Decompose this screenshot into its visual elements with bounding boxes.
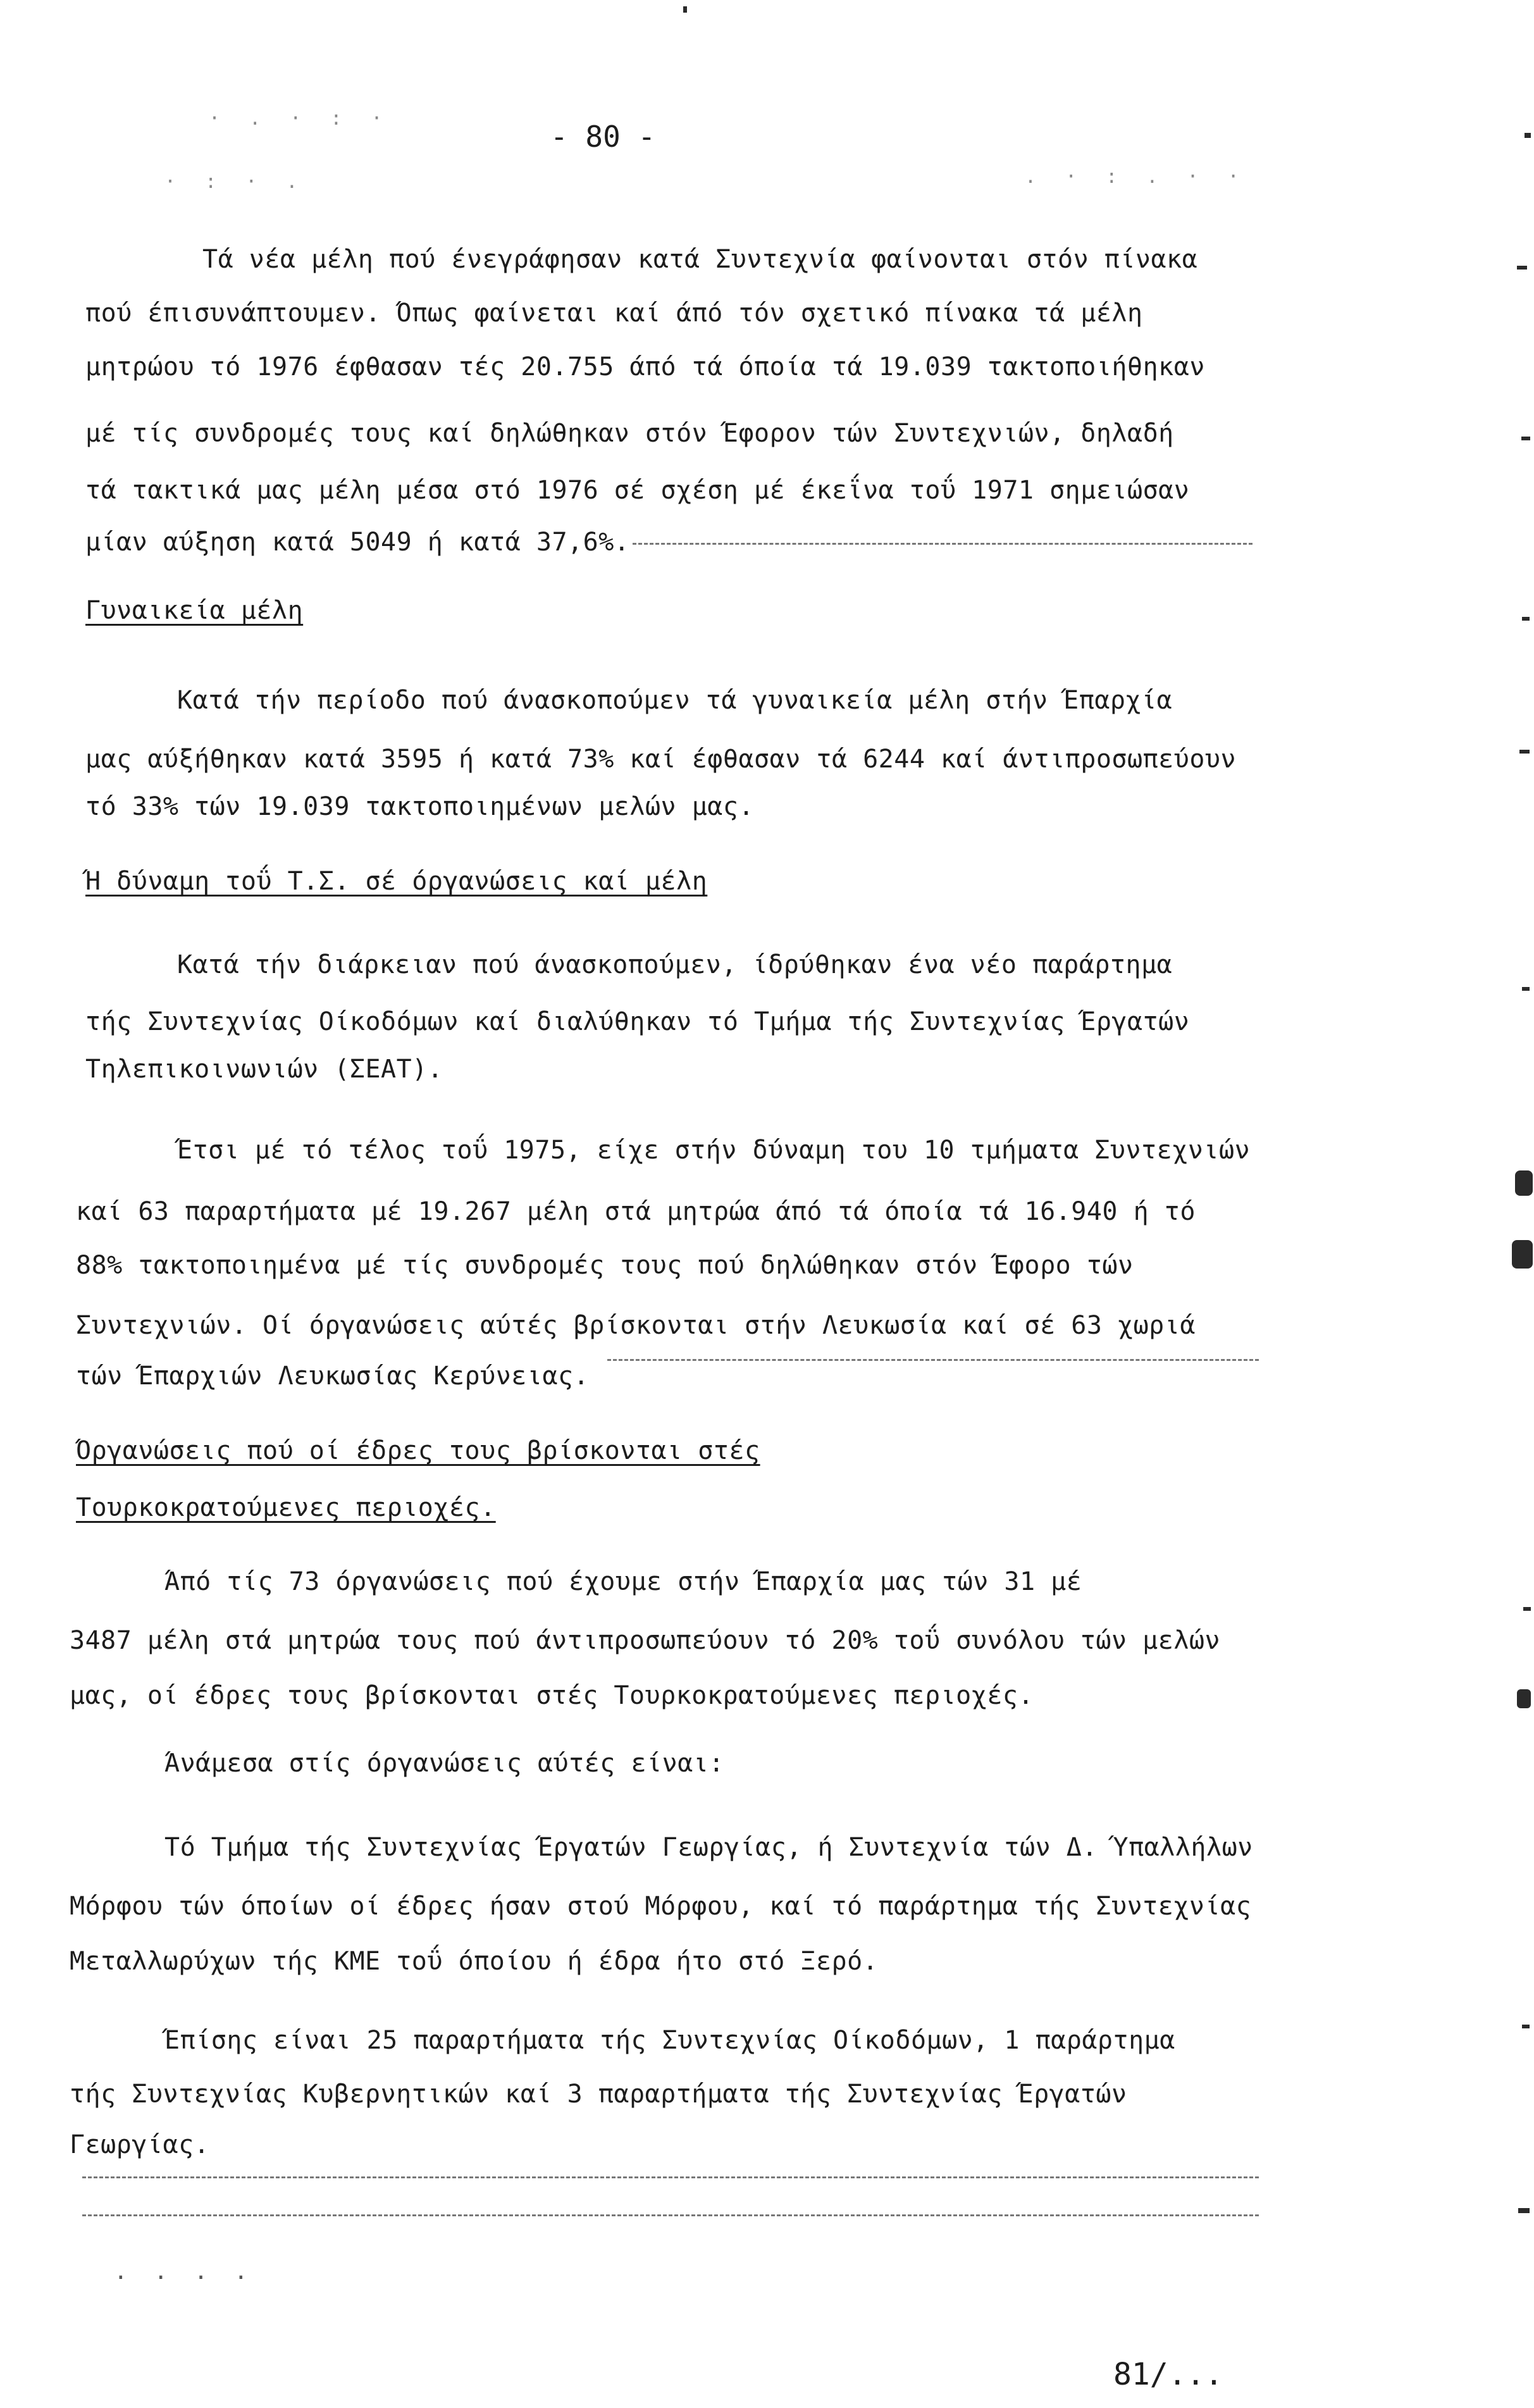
paragraph-4-line-5: τών Έπαρχιών Λευκωσίας Κερύνειας.: [76, 1362, 590, 1391]
paragraph-2-line-1: Κατά τήν περίοδο πού άνασκοπούμεν τά γυναικεία μέλη στήν Έπαρχία: [177, 686, 1173, 715]
paragraph-8-line-3: Γεωργίας.: [70, 2130, 210, 2159]
scan-mark: [1521, 437, 1530, 440]
dashed-rule: [633, 543, 1253, 545]
dashed-rule: [607, 1359, 1259, 1361]
scan-noise: · : · .: [164, 171, 307, 193]
paragraph-5-line-2: 3487 μέλη στά μητρώα τους πού άντιπροσωπεύουν τό 20% τοΰ συνόλου τών μελών: [70, 1626, 1221, 1655]
paragraph-7-line-2: Μόρφου τών όποίων οί έδρες ήσαν στού Μόρφου, καί τό παράρτημα τής Συντεχνίας: [70, 1892, 1252, 1921]
heading-union-strength: Ή δύναμη τοΰ Τ.Σ. σέ όργανώσεις καί μέλη: [85, 867, 708, 896]
paragraph-1-line-3: μητρώου τό 1976 έφθασαν τές 20.755 άπό τά όποία τά 19.039 τακτοποιήθηκαν: [85, 352, 1205, 382]
scan-mark: [1517, 1689, 1531, 1708]
paragraph-1-line-4: μέ τίς συνδρομές τους καί δηλώθηκαν στόν Έφορον τών Συντεχνιών, δηλαδή: [85, 419, 1174, 448]
scan-mark: [1522, 617, 1530, 621]
paragraph-4-line-3: 88% τακτοποιημένα μέ τίς συνδρομές τους πού δηλώθηκαν στόν Έφορο τών: [76, 1251, 1134, 1280]
paragraph-3-line-3: Τηλεπικοινωνιών (ΣΕΑΤ).: [85, 1055, 443, 1084]
paragraph-1-line-1: Τά νέα μέλη πού ένεγράφησαν κατά Συντεχνία φαίνονται στόν πίνακα: [202, 245, 1198, 274]
paragraph-1-line-6: μίαν αύξηση κατά 5049 ή κατά 37,6%.: [85, 528, 630, 557]
paragraph-7-line-3: Μεταλλωρύχων τής ΚΜΕ τοΰ όποίου ή έδρα ήτο στό Ξερό.: [70, 1947, 879, 1976]
scan-dots: . . . .: [114, 2259, 254, 2285]
paragraph-4-line-1: Έτσι μέ τό τέλος τοΰ 1975, είχε στήν δύναμη του 10 τμήματα Συντεχνιών: [177, 1136, 1251, 1165]
scan-mark: [1522, 987, 1530, 991]
paragraph-1-line-2: πού έπισυνάπτουμεν. Όπως φαίνεται καί άπό τόν σχετικό πίνακα τά μέλη: [85, 299, 1143, 328]
scan-noise: · . · : ·: [209, 108, 392, 130]
paragraph-1-line-5: τά τακτικά μας μέλη μέσα στό 1976 σέ σχέση μέ έκεΐνα τοΰ 1971 σημειώσαν: [85, 476, 1190, 505]
page-number: - 80 -: [550, 120, 656, 154]
scan-mark: [1523, 1607, 1531, 1611]
paragraph-6: Άνάμεσα στίς όργανώσεις αύτές είναι:: [164, 1749, 724, 1778]
scan-mark: [683, 6, 687, 13]
paragraph-3-line-1: Κατά τήν διάρκειαν πού άνασκοπούμεν, ίδρύθηκαν ένα νέο παράρτημα: [177, 950, 1173, 979]
dashed-rule: [82, 2214, 1259, 2216]
paragraph-3-line-2: τής Συντεχνίας Οίκοδόμων καί διαλύθηκαν τό Τμήμα τής Συντεχνίας Έργατών: [85, 1007, 1190, 1036]
paragraph-5-line-3: μας, οί έδρες τους βρίσκονται στές Τουρκοκρατούμενες περιοχές.: [70, 1681, 1034, 1710]
dashed-rule: [82, 2176, 1259, 2178]
scan-mark: [1519, 750, 1530, 754]
paragraph-4-line-4: Συντεχνιών. Οί όργανώσεις αύτές βρίσκονται στήν Λευκωσία καί σέ 63 χωριά: [76, 1311, 1196, 1340]
paragraph-2-line-2: μας αύξήθηκαν κατά 3595 ή κατά 73% καί έφθασαν τά 6244 καί άντιπροσωπεύουν: [85, 745, 1237, 774]
scan-mark: [1518, 2208, 1530, 2213]
paragraph-5-line-1: Άπό τίς 73 όργανώσεις πού έχουμε στήν Έπαρχία μας τών 31 μέ: [164, 1567, 1082, 1596]
continuation-marker: 81/...: [1113, 2357, 1223, 2392]
scan-noise: . · : . · ·: [1025, 166, 1248, 188]
heading-occupied-areas-1: Όργανώσεις πού οί έδρες τους βρίσκονται στές: [76, 1436, 760, 1465]
heading-women-members: Γυναικεία μέλη: [85, 596, 304, 625]
paragraph-8-line-1: Έπίσης είναι 25 παραρτήματα τής Συντεχνίας Οίκοδόμων, 1 παράρτημα: [164, 2026, 1175, 2055]
scan-mark: [1517, 266, 1527, 270]
scan-mark: [1512, 1240, 1533, 1269]
paragraph-7-line-1: Τό Τμήμα τής Συντεχνίας Έργατών Γεωργίας, ή Συντεχνία τών Δ. Ύπαλλήλων: [164, 1833, 1253, 1862]
heading-occupied-areas-2: Τουρκοκρατούμενες περιοχές.: [76, 1493, 496, 1522]
paragraph-8-line-2: τής Συντεχνίας Κυβερνητικών καί 3 παραρτήματα τής Συντεχνίας Έργατών: [70, 2080, 1127, 2109]
scan-mark: [1525, 133, 1531, 138]
scan-mark: [1515, 1170, 1533, 1196]
scan-mark: [1522, 2025, 1530, 2028]
paragraph-2-line-3: τό 33% τών 19.039 τακτοποιημένων μελών μας.: [85, 792, 755, 821]
paragraph-4-line-2: καί 63 παραρτήματα μέ 19.267 μέλη στά μητρώα άπό τά όποία τά 16.940 ή τό: [76, 1197, 1196, 1226]
